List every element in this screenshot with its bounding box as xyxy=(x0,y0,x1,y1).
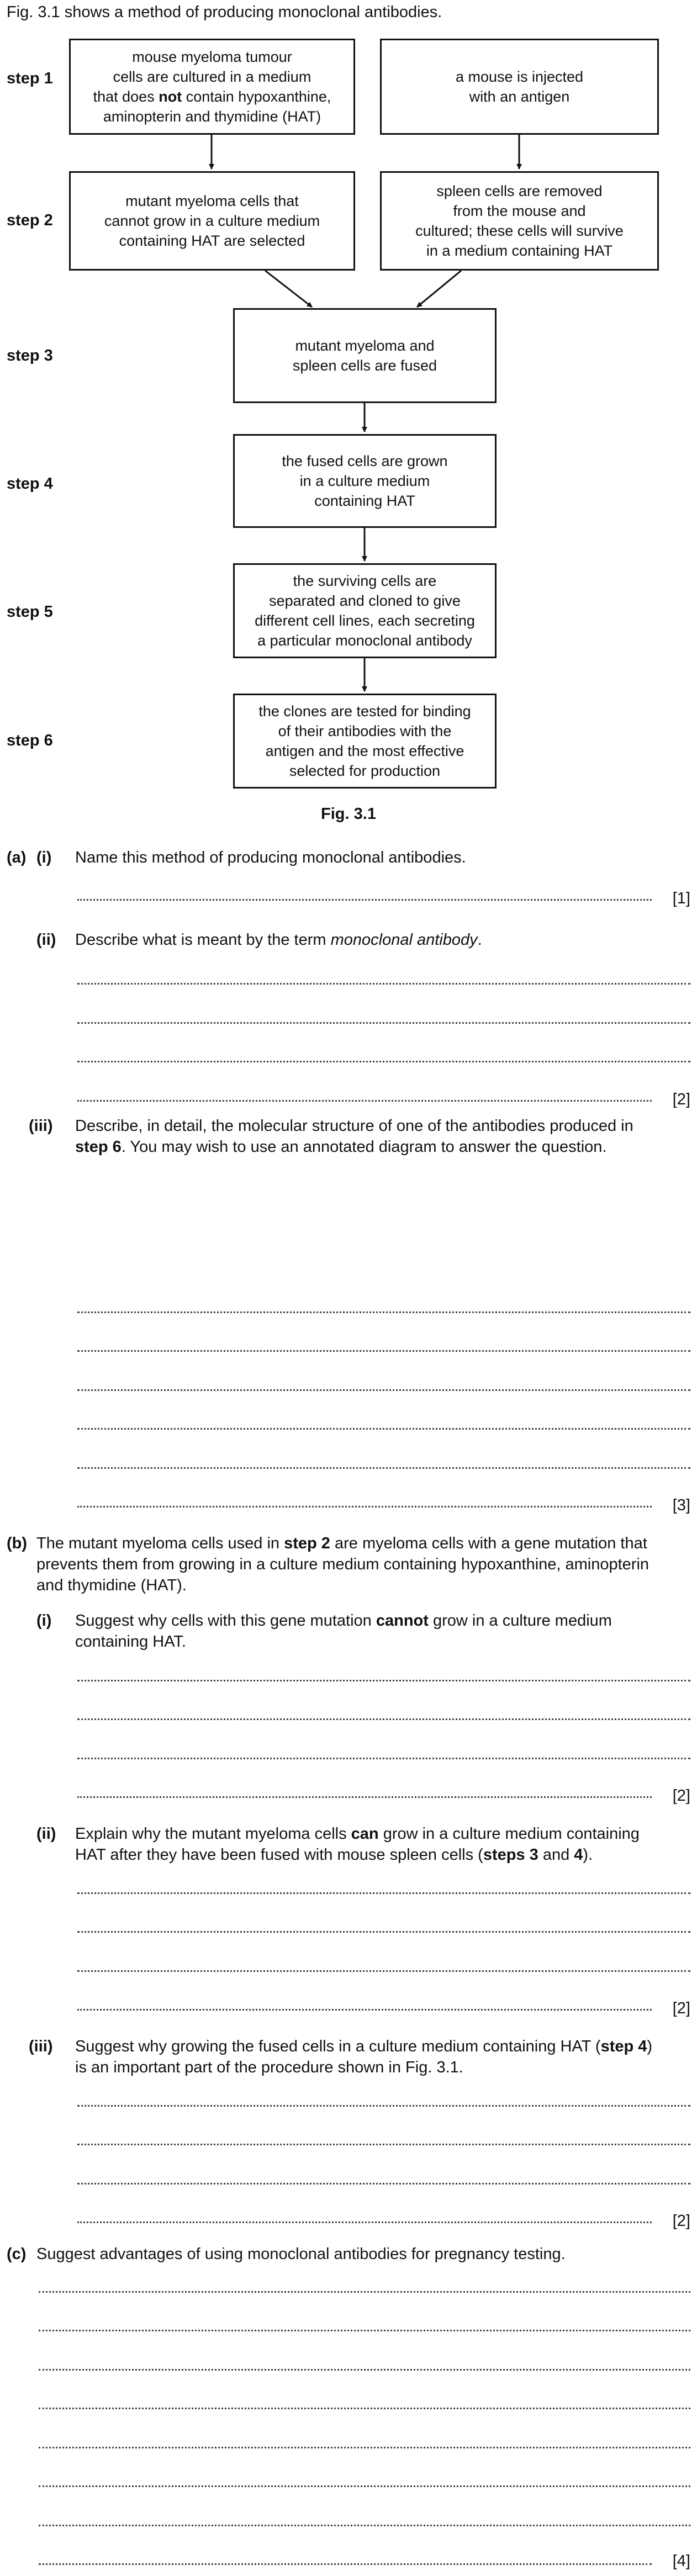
box-line: a particular monoclonal antibody xyxy=(257,632,472,649)
answer-line[interactable] xyxy=(39,2369,690,2371)
answer-line[interactable] xyxy=(77,1796,652,1798)
answer-line[interactable] xyxy=(39,2330,690,2331)
question-b-ii-label: (ii) xyxy=(36,1825,56,1843)
box-line: the surviving cells are xyxy=(293,573,437,589)
flowchart xyxy=(0,0,697,839)
box-step5-cloned xyxy=(233,563,497,658)
answer-line[interactable] xyxy=(77,1718,690,1720)
step-2-label: step 2 xyxy=(7,211,53,229)
box-line: the fused cells are grown xyxy=(282,453,448,469)
answer-line[interactable] xyxy=(77,1506,652,1507)
step-5-label: step 5 xyxy=(7,603,53,621)
answer-line[interactable] xyxy=(77,1970,690,1972)
answer-line[interactable] xyxy=(77,899,652,901)
box-line: antigen and the most effective xyxy=(265,743,464,759)
answer-line[interactable] xyxy=(39,2447,690,2448)
question-c-label: (c) xyxy=(7,2245,27,2263)
answer-line[interactable] xyxy=(77,2105,690,2107)
question-b-i-label: (i) xyxy=(36,1612,52,1630)
answer-line[interactable] xyxy=(77,983,690,985)
box-line: the clones are tested for binding xyxy=(258,703,471,720)
mark-allocation: [2] xyxy=(672,2212,690,2230)
answer-line[interactable] xyxy=(39,2485,690,2487)
box-step2-mutant-selected xyxy=(69,171,355,271)
answer-line[interactable] xyxy=(77,1467,690,1469)
step-3-label: step 3 xyxy=(7,347,53,364)
mark-allocation: [3] xyxy=(672,1496,690,1514)
box-line: from the mouse and xyxy=(453,203,586,219)
box-line: in a culture medium xyxy=(299,473,430,489)
mark-allocation: [2] xyxy=(672,1091,690,1108)
question-b-iii-text: Suggest why growing the fused cells in a culture medium containing HAT (step 4) is an important part of the procedure shown in Fig. 3.1. xyxy=(75,2038,653,2076)
box-line: containing HAT are selected xyxy=(119,232,305,249)
question-c-text: Suggest advantages of using monoclonal antibodies for pregnancy testing. xyxy=(36,2245,566,2263)
answer-line[interactable] xyxy=(77,1758,690,1759)
answer-line[interactable] xyxy=(77,1428,690,1430)
intro-text: Fig. 3.1 shows a method of producing monoclonal antibodies. xyxy=(7,3,442,21)
answer-line[interactable] xyxy=(39,2408,690,2409)
question-b-label: (b) xyxy=(7,1535,28,1552)
box-line: spleen cells are removed xyxy=(436,183,603,199)
question-a-ii-text: Describe what is meant by the term monoclonal antibody. xyxy=(75,931,482,949)
answer-line[interactable] xyxy=(39,2563,652,2565)
arrow-step2-right xyxy=(417,271,461,307)
mark-allocation: [2] xyxy=(672,1787,690,1805)
question-a-ii-label: (ii) xyxy=(36,931,56,949)
answer-line[interactable] xyxy=(77,1350,690,1352)
mark-allocation: [2] xyxy=(672,2000,690,2017)
box-step2-spleen-cells xyxy=(380,171,659,271)
question-a-label: (a) xyxy=(7,849,27,866)
answer-line[interactable] xyxy=(77,2144,690,2145)
question-a-i-text: Name this method of producing monoclonal antibodies. xyxy=(75,849,466,866)
step-4-label: step 4 xyxy=(7,475,53,493)
question-a-i-label: (i) xyxy=(36,849,52,866)
box-line: aminopterin and thymidine (HAT) xyxy=(103,108,321,125)
answer-line[interactable] xyxy=(77,1931,690,1933)
answer-line[interactable] xyxy=(77,2009,652,2011)
step-1-label: step 1 xyxy=(7,70,53,87)
box-step3-fused xyxy=(233,308,497,403)
mark-allocation: [4] xyxy=(672,2552,690,2570)
answer-line[interactable] xyxy=(77,1680,690,1681)
box-line: cells are cultured in a medium xyxy=(113,68,311,85)
question-a-iii-label: (iii) xyxy=(29,1117,53,1135)
answer-line[interactable] xyxy=(39,2291,690,2293)
question-b-ii-text: Explain why the mutant myeloma cells can grow in a culture medium containing HAT after they have been fused with mouse spleen cells (steps 3 and 4). xyxy=(75,1825,640,1864)
box-line: selected for production xyxy=(289,763,441,779)
figure-caption: Fig. 3.1 xyxy=(321,805,376,823)
box-line: of their antibodies with the xyxy=(278,723,452,739)
step-6-label: step 6 xyxy=(7,732,53,749)
answer-line[interactable] xyxy=(77,1311,690,1313)
answer-line[interactable] xyxy=(77,2183,690,2184)
answer-line[interactable] xyxy=(77,1061,690,1062)
box-line: containing HAT xyxy=(314,493,415,509)
question-b-iii-label: (iii) xyxy=(29,2038,53,2055)
box-line: spleen cells are fused xyxy=(292,357,437,374)
box-line: cannot grow in a culture medium xyxy=(104,213,320,229)
answer-line[interactable] xyxy=(77,1022,690,1024)
box-line: mouse myeloma tumour xyxy=(132,49,292,65)
question-b-intro: The mutant myeloma cells used in step 2 are myeloma cells with a gene mutation that prevents them from growing in a culture medium containing hypoxanthine, aminopterin and thymidine (HAT). xyxy=(36,1535,650,1594)
arrow-step2-left xyxy=(265,271,312,307)
box-line: that does not contain hypoxanthine, xyxy=(93,88,331,105)
box-step4-grown-hat xyxy=(233,434,497,528)
answer-line[interactable] xyxy=(77,1389,690,1391)
box-line: cultured; these cells will survive xyxy=(415,223,624,239)
answer-line[interactable] xyxy=(39,2525,690,2526)
box-step6-tested xyxy=(233,694,497,789)
box-step1-myeloma xyxy=(69,39,355,135)
box-line: mutant myeloma cells that xyxy=(125,193,299,209)
answer-line[interactable] xyxy=(77,1892,690,1894)
box-line: in a medium containing HAT xyxy=(426,242,613,259)
box-step1-mouse-injected xyxy=(380,39,659,135)
mark-allocation: [1] xyxy=(672,890,690,907)
box-line: separated and cloned to give xyxy=(269,593,461,609)
answer-line[interactable] xyxy=(77,1100,652,1102)
box-line: with an antigen xyxy=(469,88,570,105)
question-b-i-text: Suggest why cells with this gene mutation cannot grow in a culture medium containing HAT. xyxy=(75,1612,612,1651)
answer-line[interactable] xyxy=(77,2221,652,2223)
box-line: mutant myeloma and xyxy=(295,337,435,354)
question-a-iii-text: Describe, in detail, the molecular structure of one of the antibodies produced in step 6. You may wish to use an annotated diagram to answer the question. xyxy=(75,1117,633,1156)
box-line: different cell lines, each secreting xyxy=(255,612,475,629)
box-line: a mouse is injected xyxy=(455,68,584,85)
